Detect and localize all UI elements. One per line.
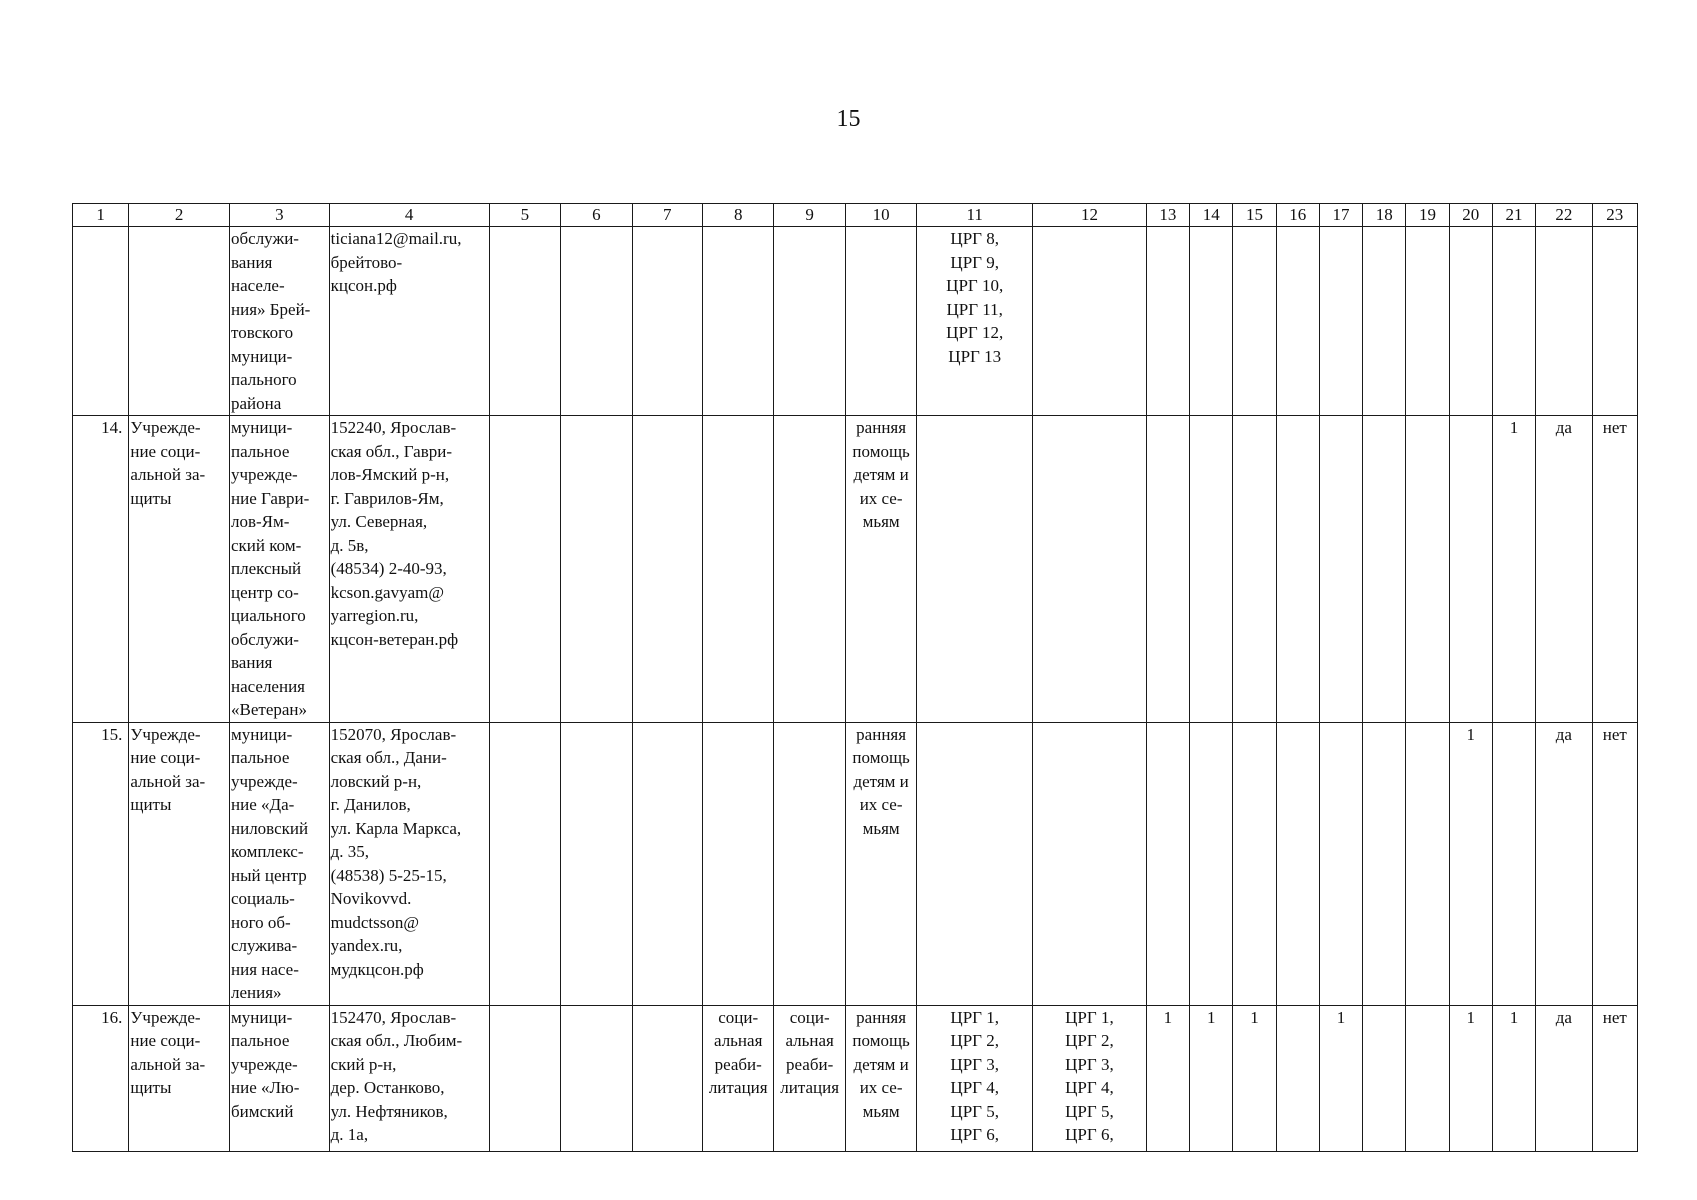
table-cell — [1233, 227, 1276, 416]
table-cell — [1276, 722, 1319, 1005]
institution-name: муници- пальное учрежде- ние «Лю- бимский — [230, 1005, 330, 1151]
table-cell: нет — [1592, 1005, 1637, 1151]
institution-name: обслужи- вания населе- ния» Брей- товского муници- пального района — [230, 227, 330, 416]
table-cell — [1492, 722, 1535, 1005]
table-cell — [1406, 1005, 1449, 1151]
column-number: 11 — [917, 204, 1033, 227]
table-cell — [1363, 722, 1406, 1005]
column-number: 10 — [845, 204, 916, 227]
services-table — [72, 203, 1638, 1152]
table-cell — [1449, 416, 1492, 723]
column-number: 2 — [129, 204, 230, 227]
table-cell — [774, 416, 845, 723]
table-cell — [489, 227, 560, 416]
table-cell — [1363, 227, 1406, 416]
table-cell: 1 — [1319, 1005, 1362, 1151]
table-cell — [1592, 227, 1637, 416]
target-groups — [917, 416, 1033, 723]
table-row — [73, 722, 1638, 1005]
column-number: 6 — [561, 204, 632, 227]
institution-name: муници- пальное учрежде- ние «Да- ниловский комплекс- ный центр социаль- ного об- служива- ния насе- ления» — [230, 722, 330, 1005]
table-cell: да — [1536, 1005, 1592, 1151]
row-number: 15. — [73, 722, 129, 1005]
table-cell: 1 — [1146, 1005, 1189, 1151]
table-row — [73, 416, 1638, 723]
target-groups — [1033, 722, 1147, 1005]
institution-address: 152240, Ярослав- ская обл., Гаври- лов-Ямский р-н, г. Гаврилов-Ям, ул. Северная, д. 5в, (48534) 2-40-93, kcson.gavyam@ yarregion.ru, кцсон-ветеран.рф — [329, 416, 489, 723]
service-type: ранняя помощь детям и их се- мьям — [845, 1005, 916, 1151]
institution-address: 152470, Ярослав- ская обл., Любим- ский р-н, дер. Останково, ул. Нефтяников, д. 1а, — [329, 1005, 489, 1151]
page-number: 15 — [836, 106, 861, 132]
table-cell — [489, 1005, 560, 1151]
table-cell — [1276, 1005, 1319, 1151]
table-cell: 1 — [1190, 1005, 1233, 1151]
table-cell — [1536, 227, 1592, 416]
table-cell — [632, 1005, 702, 1151]
table-cell — [1233, 722, 1276, 1005]
table-cell — [561, 416, 632, 723]
table-row — [73, 227, 1638, 416]
table-cell — [702, 416, 773, 723]
table-cell — [1276, 227, 1319, 416]
institution-type — [129, 227, 230, 416]
column-number: 8 — [702, 204, 773, 227]
institution-type: Учрежде- ние соци- альной за- щиты — [129, 416, 230, 723]
target-groups: ЦРГ 8, ЦРГ 9, ЦРГ 10, ЦРГ 11, ЦРГ 12, ЦРГ 13 — [917, 227, 1033, 416]
column-number: 23 — [1592, 204, 1637, 227]
table-cell — [632, 722, 702, 1005]
table-cell: 1 — [1233, 1005, 1276, 1151]
target-groups — [1033, 416, 1147, 723]
table-cell — [1276, 416, 1319, 723]
row-number: 14. — [73, 416, 129, 723]
service-type: ранняя помощь детям и их се- мьям — [845, 416, 916, 723]
table-cell — [1190, 416, 1233, 723]
table-cell — [1363, 1005, 1406, 1151]
table-cell — [702, 227, 773, 416]
table-cell — [845, 227, 916, 416]
table-cell — [489, 416, 560, 723]
table-cell — [774, 227, 845, 416]
table-cell — [1233, 416, 1276, 723]
column-number: 3 — [230, 204, 330, 227]
column-number: 4 — [329, 204, 489, 227]
service-type: соци- альная реаби- литация — [702, 1005, 773, 1151]
column-number: 18 — [1363, 204, 1406, 227]
table-cell — [1146, 416, 1189, 723]
column-number: 22 — [1536, 204, 1592, 227]
column-number: 15 — [1233, 204, 1276, 227]
row-number: 16. — [73, 1005, 129, 1151]
column-number: 9 — [774, 204, 845, 227]
table-cell — [1449, 227, 1492, 416]
service-type: ранняя помощь детям и их се- мьям — [845, 722, 916, 1005]
table-cell: 1 — [1492, 416, 1535, 723]
table-cell — [702, 722, 773, 1005]
column-number: 7 — [632, 204, 702, 227]
table-cell — [632, 416, 702, 723]
table-cell — [561, 1005, 632, 1151]
table-cell — [632, 227, 702, 416]
table-cell: да — [1536, 722, 1592, 1005]
table-cell — [489, 722, 560, 1005]
institution-type: Учрежде- ние соци- альной за- щиты — [129, 722, 230, 1005]
target-groups — [917, 722, 1033, 1005]
row-number — [73, 227, 129, 416]
target-groups — [1033, 227, 1147, 416]
table-cell — [1319, 227, 1362, 416]
table-cell — [1406, 416, 1449, 723]
table-cell — [1190, 227, 1233, 416]
institution-name: муници- пальное учрежде- ние Гаври- лов-Ям- ский ком- плексный центр со- циального обслужи- вания населения «Ветеран» — [230, 416, 330, 723]
table-cell — [1146, 227, 1189, 416]
table-cell: да — [1536, 416, 1592, 723]
institution-type: Учрежде- ние соци- альной за- щиты — [129, 1005, 230, 1151]
table-cell: нет — [1592, 416, 1637, 723]
table-cell — [561, 227, 632, 416]
column-number: 5 — [489, 204, 560, 227]
table-cell — [1363, 416, 1406, 723]
institution-address: 152070, Ярослав- ская обл., Дани- ловский р-н, г. Данилов, ул. Карла Маркса, д. 35, (48538) 5-25-15, Novikovvd. mudctsson@ yandex.ru, мудкцсон.рф — [329, 722, 489, 1005]
table-cell — [561, 722, 632, 1005]
table-cell — [1406, 227, 1449, 416]
institution-address: ticiana12@mail.ru, брейтово- кцсон.рф — [329, 227, 489, 416]
service-type: соци- альная реаби- литация — [774, 1005, 845, 1151]
table-cell: нет — [1592, 722, 1637, 1005]
column-number: 14 — [1190, 204, 1233, 227]
column-number: 17 — [1319, 204, 1362, 227]
column-number-row — [73, 204, 1638, 227]
column-number: 16 — [1276, 204, 1319, 227]
column-number: 19 — [1406, 204, 1449, 227]
column-number: 1 — [73, 204, 129, 227]
table-cell — [774, 722, 845, 1005]
table-cell — [1319, 416, 1362, 723]
table-cell: 1 — [1492, 1005, 1535, 1151]
column-number: 12 — [1033, 204, 1147, 227]
table-cell — [1492, 227, 1535, 416]
table-cell — [1406, 722, 1449, 1005]
table-cell — [1190, 722, 1233, 1005]
column-number: 13 — [1146, 204, 1189, 227]
table-cell — [1146, 722, 1189, 1005]
column-number: 21 — [1492, 204, 1535, 227]
target-groups: ЦРГ 1, ЦРГ 2, ЦРГ 3, ЦРГ 4, ЦРГ 5, ЦРГ 6, — [1033, 1005, 1147, 1151]
table-row — [73, 1005, 1638, 1151]
table-cell: 1 — [1449, 1005, 1492, 1151]
table-cell — [1319, 722, 1362, 1005]
column-number: 20 — [1449, 204, 1492, 227]
table-cell: 1 — [1449, 722, 1492, 1005]
target-groups: ЦРГ 1, ЦРГ 2, ЦРГ 3, ЦРГ 4, ЦРГ 5, ЦРГ 6, — [917, 1005, 1033, 1151]
